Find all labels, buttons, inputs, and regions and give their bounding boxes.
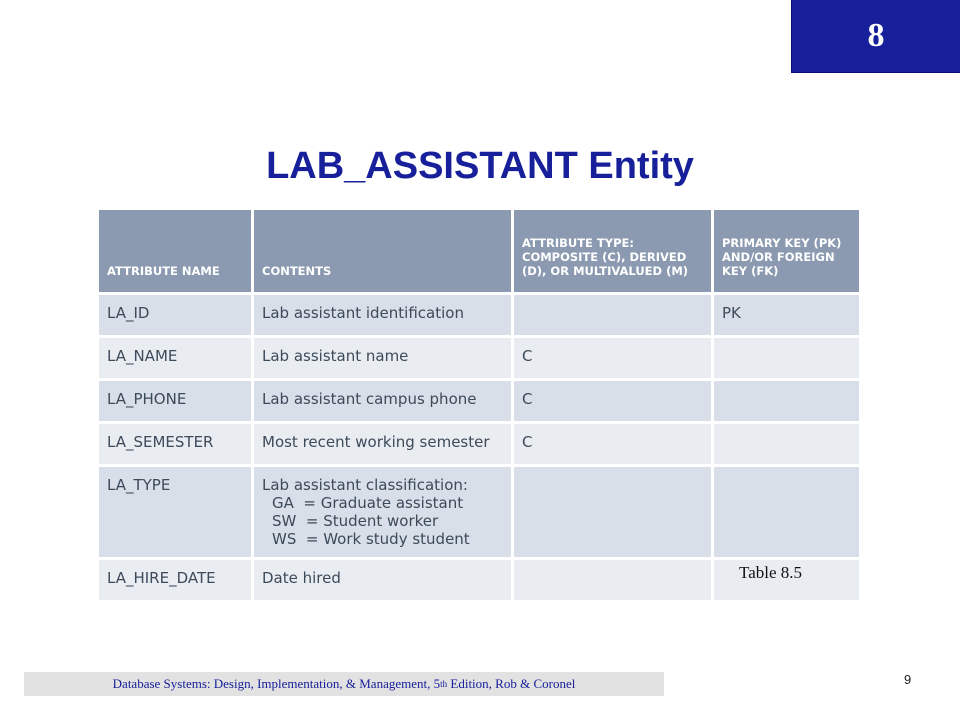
classification-item: SW = Student worker [272, 512, 439, 530]
attribute-table [96, 207, 857, 591]
cell-key: PK [714, 295, 859, 335]
footer-text: Database Systems: Design, Implementation, & Management, 5 [112, 676, 441, 691]
footer-citation: Database Systems: Design, Implementation, & Management, 5 th Edition, Rob & Coronel [24, 672, 664, 696]
table-caption: Table 8.5 [739, 563, 803, 582]
header-attribute-name: ATTRIBUTE NAME [99, 210, 251, 292]
cell-contents: Date hired [254, 560, 511, 600]
classification-heading: Lab assistant classification: [262, 476, 468, 494]
cell-attribute-name: LA_HIRE_DATE [99, 560, 251, 600]
classification-item: WS = Work study student [272, 530, 470, 548]
header-contents: CONTENTS [254, 210, 511, 292]
cell-attribute-type [514, 295, 711, 335]
cell-contents: Lab assistant identification [254, 295, 511, 335]
table-header-row [99, 210, 859, 292]
cell-contents: Most recent working semester [254, 424, 511, 464]
cell-key [714, 424, 859, 464]
cell-contents: Lab assistant campus phone [254, 381, 511, 421]
footer-text-end: Edition, Rob & Coronel [447, 676, 576, 691]
cell-attribute-name: LA_TYPE [99, 467, 251, 557]
table-row [99, 467, 859, 557]
table-row [99, 381, 859, 421]
cell-key [714, 467, 859, 557]
cell-attribute-name: LA_PHONE [99, 381, 251, 421]
header-key: PRIMARY KEY (PK) AND/OR FOREIGN KEY (FK) [714, 210, 859, 292]
cell-attribute-type: C [514, 381, 711, 421]
cell-attribute-name: LA_SEMESTER [99, 424, 251, 464]
cell-key [714, 338, 859, 378]
table-row [99, 338, 859, 378]
table-row [99, 424, 859, 464]
slide-title: LAB_ASSISTANT Entity [266, 145, 694, 187]
cell-attribute-type: C [514, 424, 711, 464]
cell-contents [254, 467, 511, 557]
cell-attribute-name: LA_NAME [99, 338, 251, 378]
page-number: 9 [904, 672, 912, 687]
table-row [99, 295, 859, 335]
cell-attribute-type: C [514, 338, 711, 378]
cell-attribute-name: LA_ID [99, 295, 251, 335]
cell-attribute-type [514, 560, 711, 600]
chapter-badge: 8 [791, 0, 960, 73]
cell-contents: Lab assistant name [254, 338, 511, 378]
classification-item: GA = Graduate assistant [272, 494, 464, 512]
cell-attribute-type [514, 467, 711, 557]
cell-key [714, 381, 859, 421]
header-attribute-type: ATTRIBUTE TYPE: COMPOSITE (C), DERIVED (D), OR MULTIVALUED (M) [514, 210, 711, 292]
